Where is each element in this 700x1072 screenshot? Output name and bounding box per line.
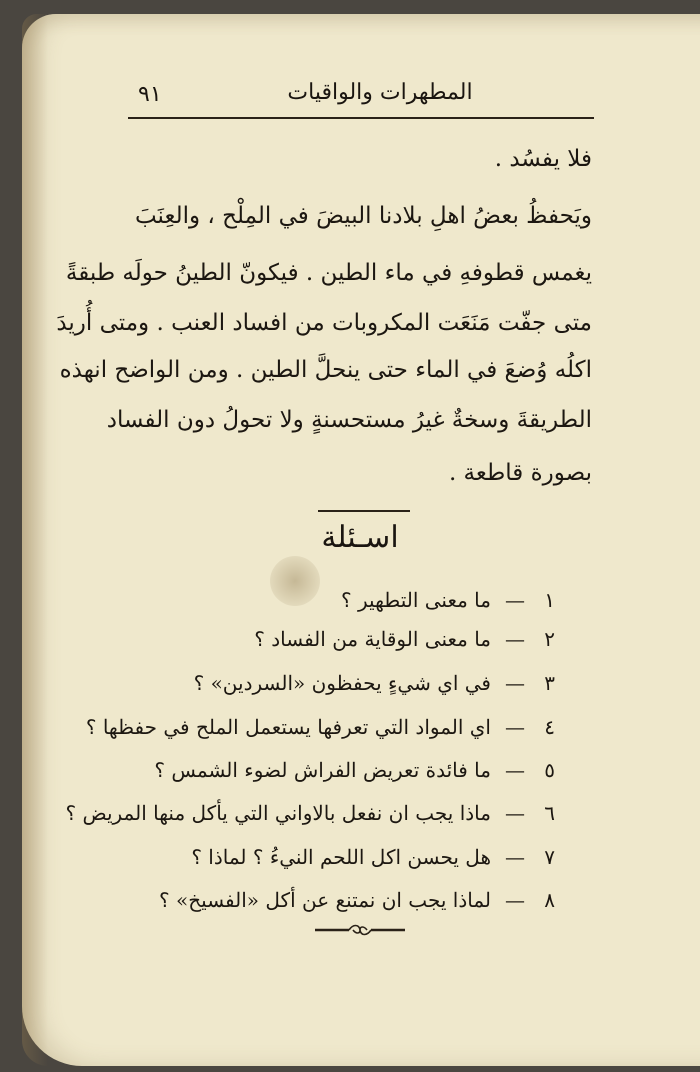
header-rule [128, 117, 594, 119]
paper-stain [270, 556, 320, 606]
question-number: ٢ [544, 627, 555, 651]
question-text: ما فائدة تعريض الفراش لضوء الشمس ؟ [154, 758, 491, 782]
question-item [254, 627, 555, 651]
question-text: ما معنى التطهير ؟ [341, 588, 491, 612]
question-item [154, 758, 555, 782]
question-item [341, 588, 555, 612]
question-text: اي المواد التي تعرفها يستعمل الملح في حفظها ؟ [85, 715, 491, 739]
question-item [86, 715, 555, 739]
question-number: ٨ [544, 888, 555, 912]
section-heading: اسـئلة [321, 520, 399, 555]
page-number: ٩١ [138, 82, 162, 107]
question-item [194, 671, 555, 695]
question-item [159, 888, 555, 912]
question-dash: — [505, 715, 525, 739]
body-line: اكلُه وُضعَ في الماء حتى ينحلَّ الطين . ومن الواضح انهذه [59, 357, 592, 383]
question-dash: — [505, 671, 525, 695]
question-item [65, 801, 555, 825]
question-dash: — [505, 588, 525, 612]
body-line: بصورة قاطعة . [448, 460, 592, 486]
question-dash: — [505, 758, 525, 782]
question-text: ما معنى الوقاية من الفساد ؟ [254, 627, 491, 651]
question-number: ٥ [544, 758, 555, 782]
question-number: ١ [544, 588, 555, 612]
body-line: فلا يفسُد . [494, 146, 592, 172]
question-dash: — [505, 845, 525, 869]
body-line: ويَحفظُ بعضُ اهلِ بلادنا البيضَ في المِلْح ، والعِنَبَ [134, 203, 592, 229]
question-dash: — [505, 627, 525, 651]
question-text: في اي شيءٍ يحفظون «السردين» ؟ [193, 671, 491, 695]
question-text: هل يحسن اكل اللحم النيءُ ؟ لماذا ؟ [191, 845, 491, 869]
question-number: ٧ [544, 845, 555, 869]
question-dash: — [505, 801, 525, 825]
question-number: ٦ [544, 801, 555, 825]
question-dash: — [505, 888, 525, 912]
body-line: يغمس قطوفهِ في ماء الطين . فيكونّ الطينُ حولَه طبقةً [65, 260, 592, 286]
body-line: متى جفّت مَنَعَت المكروبات من افساد العنب . ومتى أُريدَ [56, 310, 592, 336]
question-number: ٣ [544, 671, 555, 695]
question-text: ماذا يجب ان نفعل بالاواني التي يأكل منها المريض ؟ [65, 801, 491, 825]
running-title: المطهرات والواقيات [287, 80, 473, 105]
question-text: لماذا يجب ان نمتنع عن أكل «الفسيخ» ؟ [159, 888, 491, 912]
section-separator [318, 510, 410, 512]
question-item [191, 845, 555, 869]
page-spine-shadow [22, 14, 48, 1066]
tailpiece-ornament-icon [313, 922, 407, 938]
body-line: الطريقةَ وسخةٌ غيرُ مستحسنةٍ ولا تحولُ دون الفساد [106, 407, 592, 433]
question-number: ٤ [544, 715, 555, 739]
